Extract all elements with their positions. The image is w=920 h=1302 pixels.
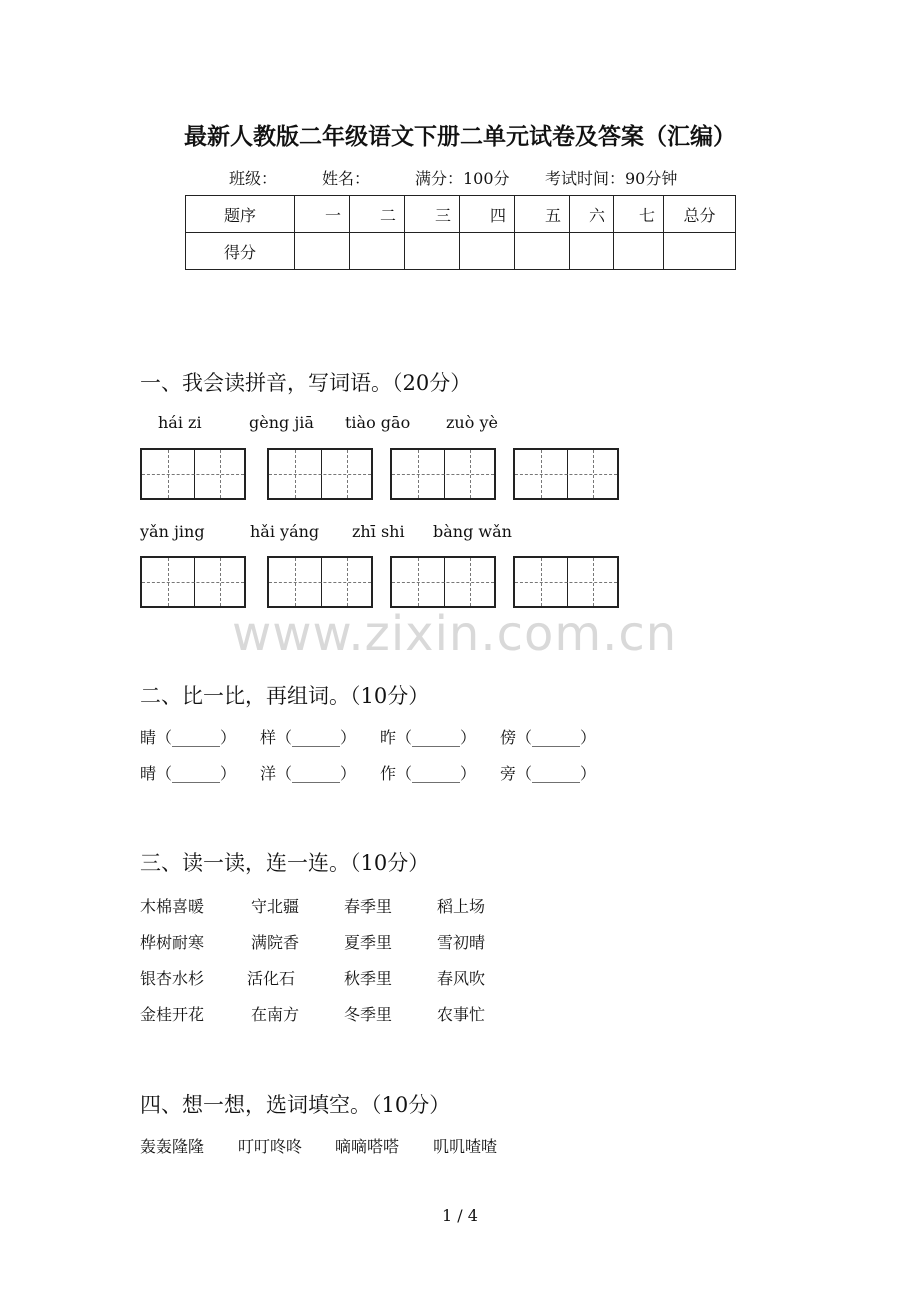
score-cell[interactable] xyxy=(350,233,405,270)
writing-grid[interactable] xyxy=(267,556,373,608)
compare-item[interactable]: 旁（______） xyxy=(500,764,597,783)
score-cell[interactable] xyxy=(405,233,460,270)
score-table-header-row xyxy=(186,196,736,233)
writing-grid[interactable] xyxy=(267,448,373,500)
compare-row xyxy=(140,761,596,784)
match-item[interactable]: 雪初晴 xyxy=(437,933,486,952)
score-cell[interactable] xyxy=(664,233,736,270)
score-table-header-cell: 一 xyxy=(295,196,350,233)
match-item[interactable]: 夏季里 xyxy=(344,933,393,952)
writing-grid[interactable] xyxy=(513,556,619,608)
match-item[interactable]: 稻上场 xyxy=(437,897,486,916)
score-cell[interactable] xyxy=(460,233,515,270)
match-item[interactable]: 金桂开花 xyxy=(140,1005,205,1024)
match-item[interactable]: 满院香 xyxy=(251,933,300,952)
score-table-header-cell: 五 xyxy=(515,196,570,233)
writing-grid[interactable] xyxy=(140,556,246,608)
word-option[interactable]: 叮叮咚咚 xyxy=(238,1137,303,1156)
pinyin-label: hǎi yáng xyxy=(250,522,320,541)
compare-item[interactable]: 样（______） xyxy=(260,728,357,747)
writing-grid[interactable] xyxy=(390,556,496,608)
score-table-header-cell: 题序 xyxy=(186,196,295,233)
score-table-header-cell: 七 xyxy=(614,196,664,233)
section3-heading: 三、读一读，连一连。（10分） xyxy=(140,851,430,875)
match-item[interactable]: 活化石 xyxy=(247,969,296,988)
writing-grid-row-2 xyxy=(0,556,920,610)
pinyin-label: bàng wǎn xyxy=(433,522,512,541)
match-row xyxy=(140,894,485,917)
score-cell[interactable] xyxy=(614,233,664,270)
score-cell[interactable] xyxy=(295,233,350,270)
score-table-header-cell: 三 xyxy=(405,196,460,233)
compare-item[interactable]: 作（______） xyxy=(380,764,477,783)
match-item[interactable]: 秋季里 xyxy=(344,969,393,988)
section2-heading: 二、比一比，再组词。（10分） xyxy=(140,684,430,708)
section1-heading: 一、我会读拼音，写词语。（20分） xyxy=(140,371,472,395)
pinyin-label: zhī shi xyxy=(352,522,405,541)
watermark: www.zixin.com.cn xyxy=(232,606,678,662)
exam-time-label: 考试时间：90分钟 xyxy=(545,169,678,188)
match-item[interactable]: 农事忙 xyxy=(437,1005,486,1024)
word-option[interactable]: 嘀嘀嗒嗒 xyxy=(335,1137,400,1156)
match-item[interactable]: 守北疆 xyxy=(251,897,300,916)
pinyin-label: hái zi xyxy=(158,413,202,432)
compare-item[interactable]: 昨（______） xyxy=(380,728,477,747)
score-table-header-cell: 二 xyxy=(350,196,405,233)
match-item[interactable]: 冬季里 xyxy=(344,1005,393,1024)
match-row xyxy=(140,966,485,989)
full-score-label: 满分：100分 xyxy=(415,169,510,188)
pinyin-label: tiào gāo xyxy=(345,413,411,432)
writing-grid[interactable] xyxy=(390,448,496,500)
score-table xyxy=(185,195,736,270)
score-cell[interactable] xyxy=(570,233,614,270)
match-item[interactable]: 银杏水杉 xyxy=(140,969,205,988)
match-item[interactable]: 春季里 xyxy=(344,897,393,916)
score-cell[interactable] xyxy=(515,233,570,270)
page-title: 最新人教版二年级语文下册二单元试卷及答案（汇编） xyxy=(184,123,736,150)
pinyin-label: gèng jiā xyxy=(249,413,314,432)
match-row xyxy=(140,1002,485,1025)
match-item[interactable]: 春风吹 xyxy=(437,969,486,988)
compare-row xyxy=(140,725,596,748)
student-info xyxy=(229,166,677,189)
page-number: 1 / 4 xyxy=(442,1206,478,1225)
word-option[interactable]: 叽叽喳喳 xyxy=(433,1137,498,1156)
word-option[interactable]: 轰轰隆隆 xyxy=(140,1137,205,1156)
pinyin-label: yǎn jing xyxy=(140,522,205,541)
pinyin-label: zuò yè xyxy=(446,413,498,432)
name-label: 姓名： xyxy=(322,169,371,188)
class-label: 班级： xyxy=(229,169,278,188)
compare-item[interactable]: 洋（______） xyxy=(260,764,357,783)
match-item[interactable]: 桦树耐寒 xyxy=(140,933,205,952)
score-table-header-cell: 总分 xyxy=(664,196,736,233)
compare-item[interactable]: 傍（______） xyxy=(500,728,597,747)
score-table-header-cell: 六 xyxy=(570,196,614,233)
match-row xyxy=(140,930,485,953)
writing-grid-row-1 xyxy=(0,448,920,502)
compare-item[interactable]: 睛（______） xyxy=(140,728,237,747)
section4-heading: 四、想一想，选词填空。（10分） xyxy=(140,1093,451,1117)
writing-grid[interactable] xyxy=(140,448,246,500)
score-table-header-cell: 四 xyxy=(460,196,515,233)
writing-grid[interactable] xyxy=(513,448,619,500)
score-row-label: 得分 xyxy=(186,233,295,270)
score-table-score-row xyxy=(186,233,736,270)
word-bank xyxy=(140,1134,497,1157)
compare-item[interactable]: 晴（______） xyxy=(140,764,237,783)
match-item[interactable]: 木棉喜暖 xyxy=(140,897,205,916)
match-item[interactable]: 在南方 xyxy=(251,1005,300,1024)
